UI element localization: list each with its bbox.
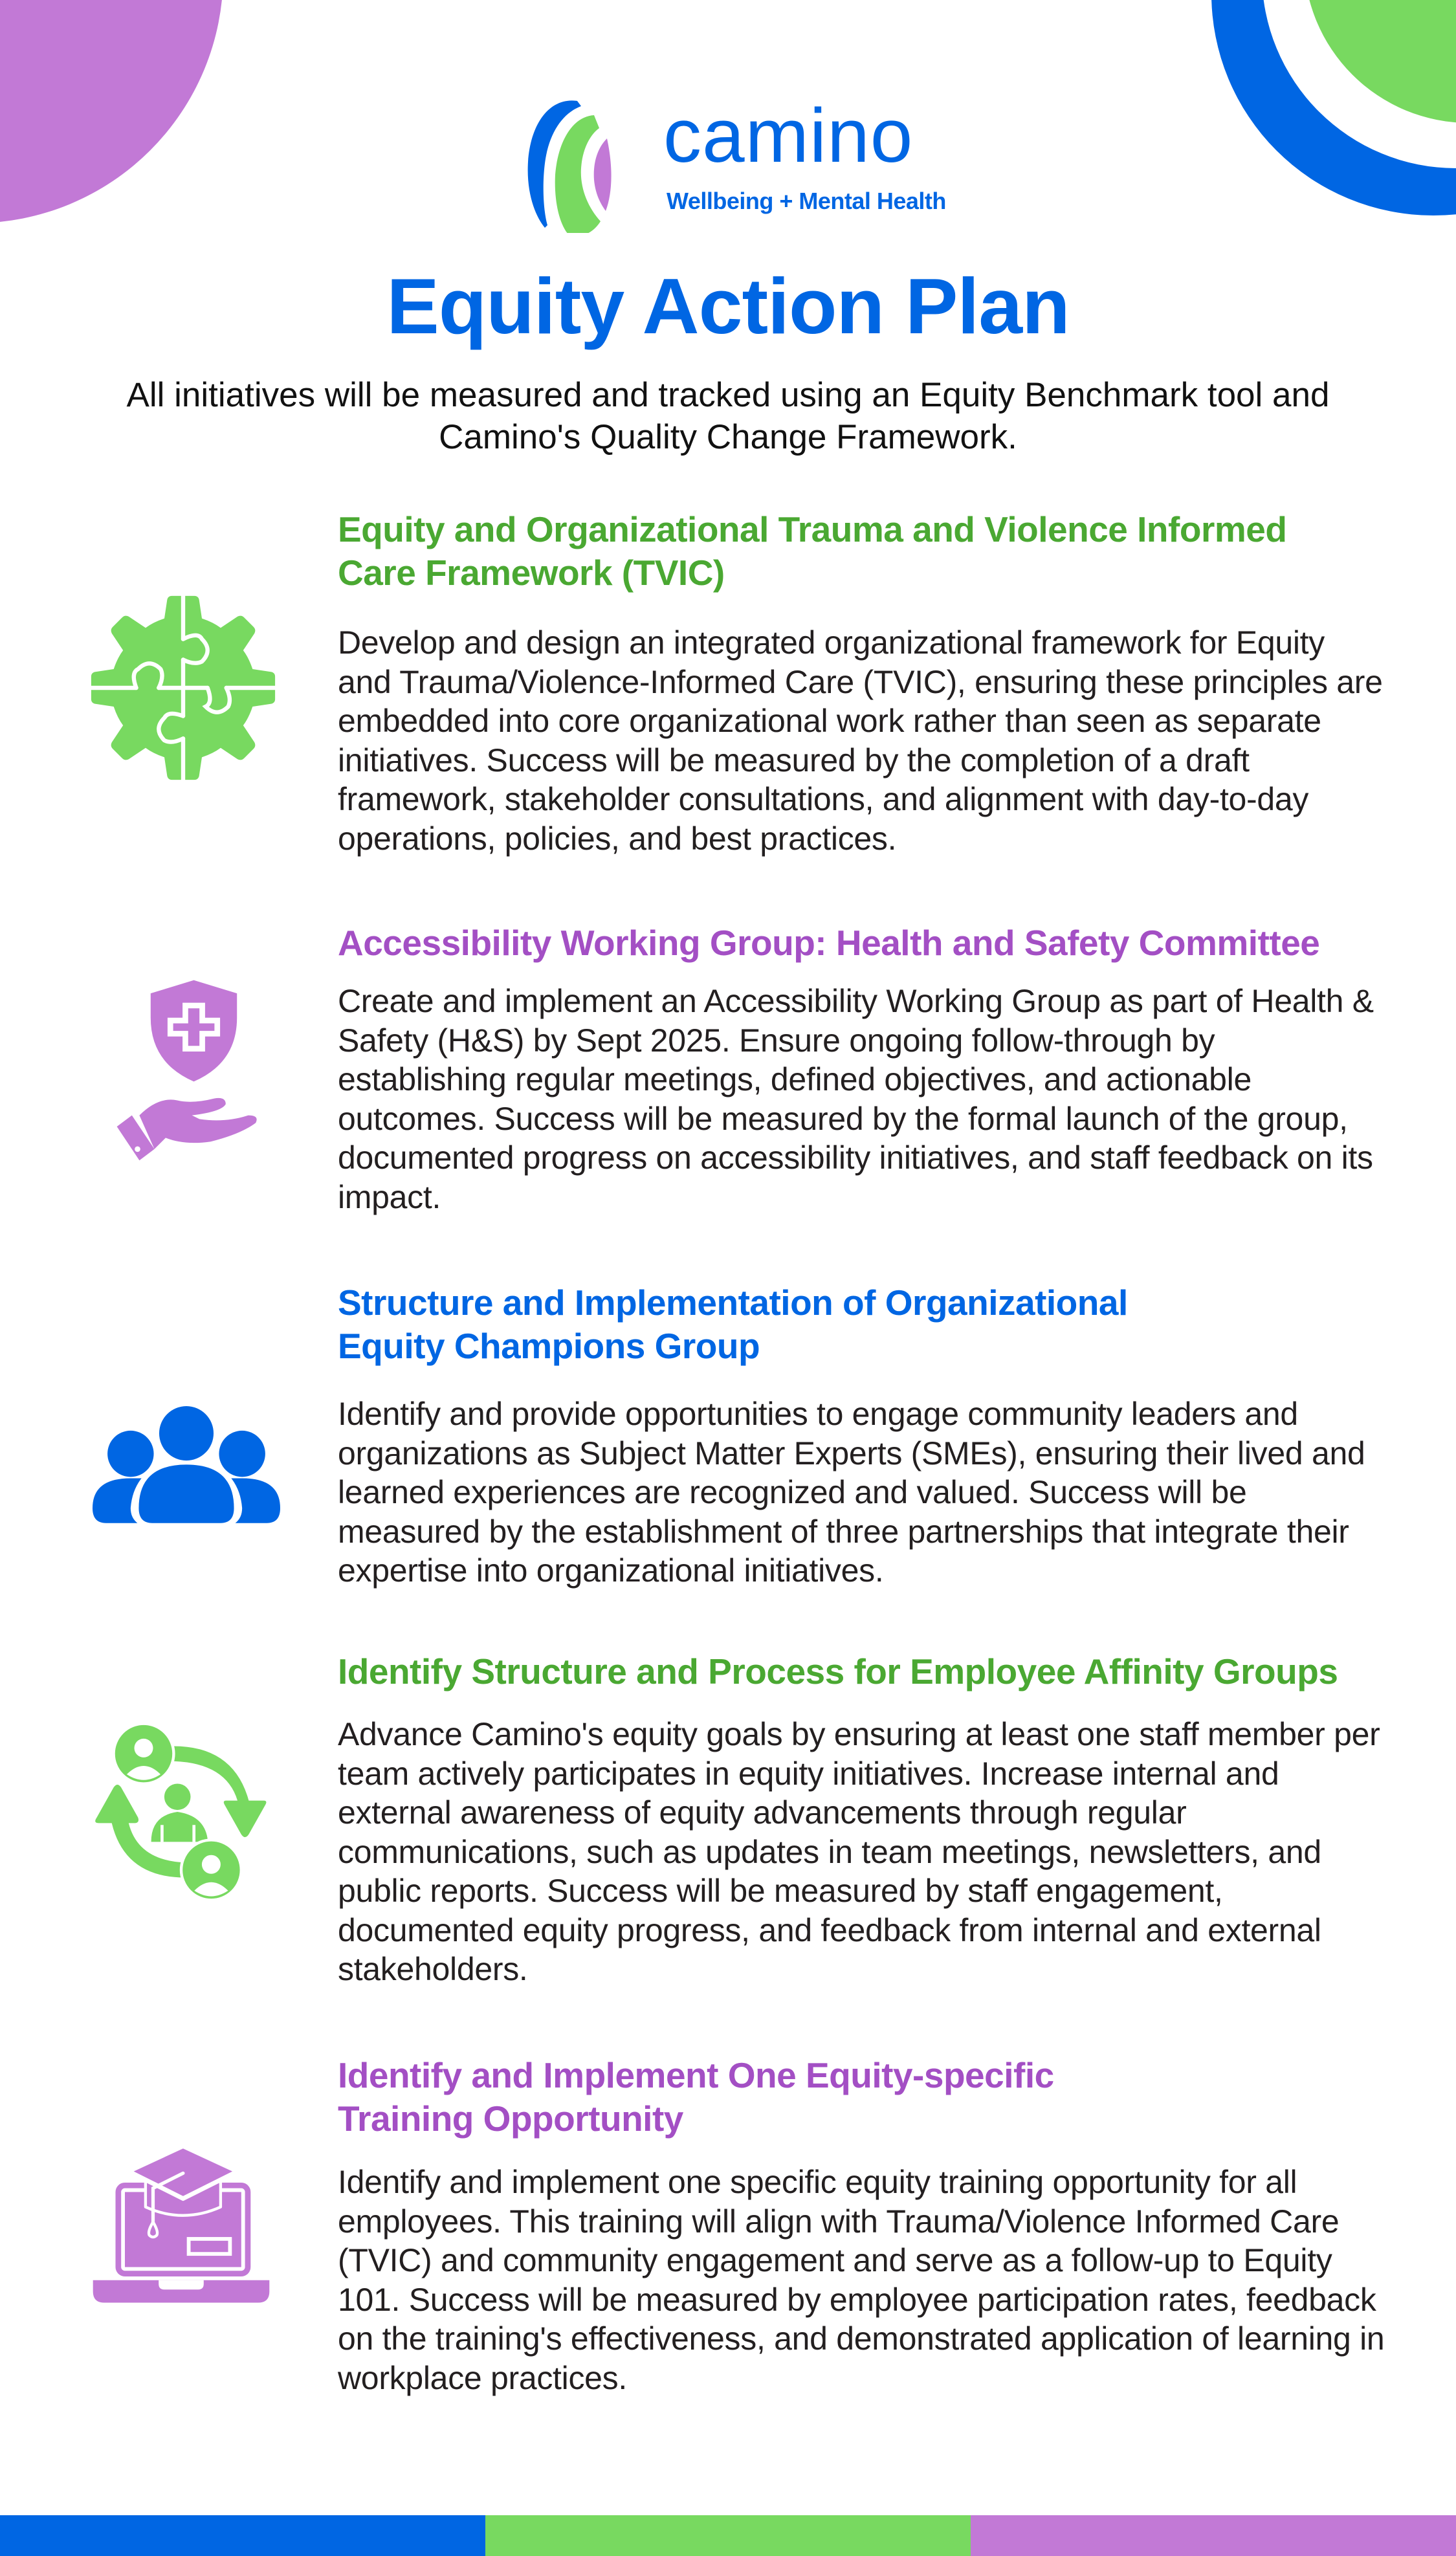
page-subtitle: All initiatives will be measured and tracked using an Equity Benchmark tool and Camino's Quality Change Framework. <box>126 376 1330 456</box>
people-cycle-exchange-icon <box>87 1715 275 1909</box>
section-heading: Structure and Implementation of Organizational Equity Champions Group <box>338 1283 1128 1366</box>
logo-tagline: Wellbeing + Mental Health <box>667 188 946 214</box>
laptop-graduation-cap-icon <box>87 2132 275 2326</box>
section-heading: Equity and Organizational Trauma and Violence Informed Care Framework (TVIC) <box>338 509 1287 593</box>
puzzle-gear-icon <box>89 591 277 785</box>
bar-segment-green <box>485 2515 971 2556</box>
group-people-icon <box>93 1369 280 1563</box>
section-body: Develop and design an integrated organizational framework for Equity and Trauma/Violence-Informed Care (TVIC), ensuring these principles are embedded into core organizational work rather than seen as separate initiatives. Success will be measured by the completion of a draft framework, stakeholder consultations, and alignment with day-to-day operations, policies, and best practices. <box>338 624 1383 857</box>
logo-wordmark: camino <box>663 93 914 179</box>
bottom-color-bar <box>0 2515 1456 2556</box>
section-body: Advance Camino's equity goals by ensuring at least one staff member per team actively participates in equity initiatives. Increase internal and external awareness of equity advancements through regular communications, such as updates in team meetings, newsletters, and public reports. Success will be measured by staff engagement, documented equity progress, and feedback from internal and external stakeholders. <box>338 1716 1380 1987</box>
section-heading: Identify Structure and Process for Employee Affinity Groups <box>338 1651 1338 1691</box>
section-heading: Accessibility Working Group: Health and Safety Committee <box>338 923 1320 963</box>
corner-purple-shape <box>0 0 259 259</box>
section-body: Identify and provide opportunities to engage community leaders and organizations as Subject Matter Experts (SMEs), ensuring their lived and learned experiences are recognized and valued. Success will be measured by the establishment of three partnerships that integrate their expertise into organizational initiatives. <box>338 1396 1365 1589</box>
bar-segment-purple <box>971 2515 1456 2556</box>
section-body: Identify and implement one specific equity training opportunity for all employees. This training will align with Trauma/Violence Informed Care (TVIC) and community engagement and serve as a follow-up to Equity 101. Success will be measured by employee participation rates, feedback on the training's effectiveness, and demonstrated application of learning in workplace practices. <box>338 2164 1385 2396</box>
camino-logo <box>505 93 958 233</box>
hand-shield-health-icon <box>91 973 278 1167</box>
section-body: Create and implement an Accessibility Working Group as part of Health & Safety (H&S) by Sept 2025. Ensure ongoing follow-through by establishing regular meetings, defined objectives, and actionable outcomes. Success will be measured by the formal launch of the group, documented progress on accessibility initiatives, and staff feedback on its impact. <box>338 983 1374 1215</box>
bar-segment-blue <box>0 2515 485 2556</box>
section-heading: Identify and Implement One Equity-specific Training Opportunity <box>338 2055 1054 2139</box>
camino-arcs-logo-icon <box>505 97 647 233</box>
corner-blue-green-shape <box>1197 0 1456 259</box>
page-title: Equity Action Plan <box>386 262 1070 350</box>
